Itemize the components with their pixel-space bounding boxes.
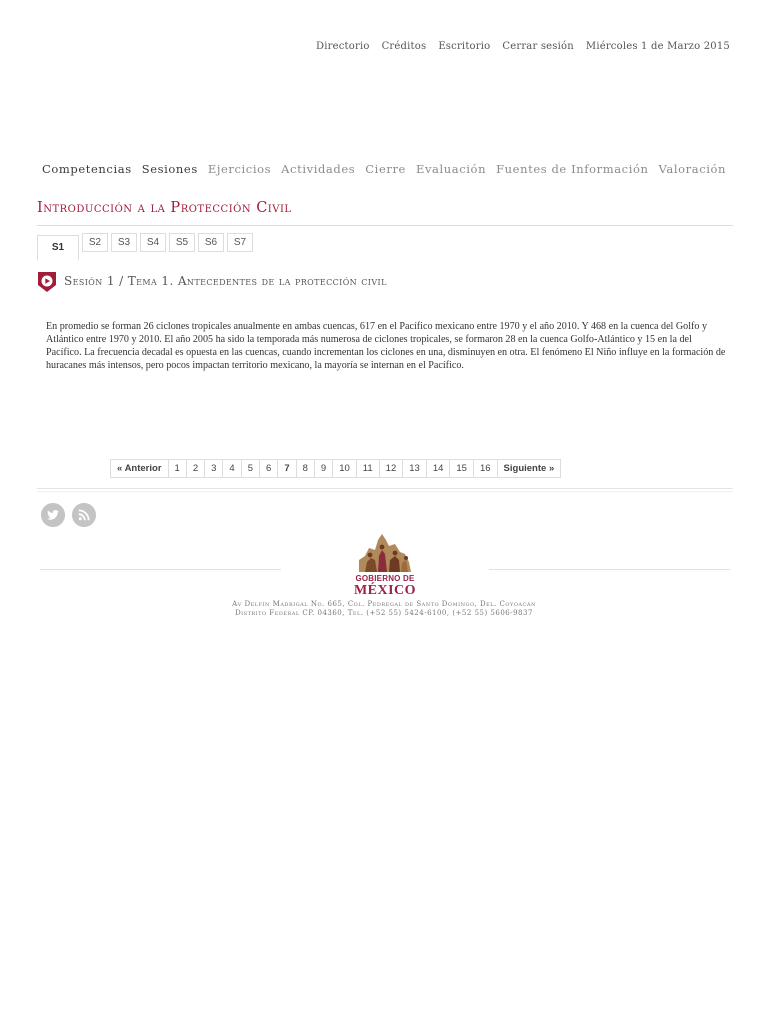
rss-icon[interactable] [72, 503, 96, 527]
nav-ejercicios[interactable]: Ejercicios [207, 162, 272, 176]
footer-address-line2: Distrito Federal CP. 04360, Tel. (+52 55) 5424-6100, (+52 55) 5606-9837 [235, 609, 533, 617]
pagination [110, 459, 561, 478]
page-link[interactable]: 13 [402, 459, 427, 478]
page-link[interactable]: 3 [204, 459, 223, 478]
page-link[interactable]: 15 [449, 459, 474, 478]
directorio-link[interactable]: Directorio [316, 41, 370, 52]
nav-sesiones[interactable]: Sesiones [141, 162, 198, 176]
footer-divider-shadow [37, 491, 733, 492]
top-utility-nav [316, 41, 730, 52]
session-tabs [37, 233, 253, 261]
nav-actividades[interactable]: Actividades [281, 162, 356, 176]
current-page[interactable]: 7 [277, 459, 296, 478]
logo-figures-icon [345, 530, 425, 574]
page-link[interactable]: 14 [426, 459, 451, 478]
escritorio-link[interactable]: Escritorio [438, 41, 491, 52]
tab-s6[interactable]: S6 [198, 233, 224, 252]
gobierno-de-mexico-logo [345, 530, 425, 600]
tab-s4[interactable]: S4 [140, 233, 166, 252]
page-link[interactable]: 2 [186, 459, 205, 478]
session-body-text: En promedio se forman 26 ciclones tropicales anualmente en ambas cuencas, 617 en el Pacífico mexicano entre 1970 y el año 2010. Y 468 en la cuenca del Golfo y Atlántico entre 1970 y 2010. El año 2005 ha sido la temporada más numerosa de ciclones tropicales, se formaron 28 en la cuenca Golfo-Atlántico y 15 en la del Pacífico. La frecuencia decadal es opuesta en las cuencas, cuando incrementan los ciclones en una, disminuyen en otra. El fenómeno El Niño influye en la formación de huracanes más intensos, pero pocos impactan territorio mexicano, la mayoría se internan en el Pacífico. [46, 321, 726, 371]
nav-fuentes[interactable]: Fuentes de Información [496, 162, 649, 176]
page-link[interactable]: 5 [241, 459, 260, 478]
footer-address-line1: Av Delfín Madrigal No. 665, Col. Pedregal de Santo Domingo, Del. Coyoacán [232, 600, 536, 608]
creditos-link[interactable]: Créditos [381, 41, 427, 52]
page-link[interactable]: 12 [379, 459, 404, 478]
logo-text-line2: MÉXICO [353, 583, 417, 598]
current-date: Miércoles 1 de Marzo 2015 [585, 41, 730, 52]
footer-line-right [489, 569, 730, 570]
page-link[interactable]: 1 [168, 459, 187, 478]
logo-text-line1: GOBIERNO DE [355, 574, 415, 583]
page-link[interactable]: 6 [259, 459, 278, 478]
page-link[interactable]: 4 [222, 459, 241, 478]
page-title: Introducción a la Protección Civil [37, 200, 292, 216]
nav-evaluacion[interactable]: Evaluación [415, 162, 487, 176]
twitter-icon[interactable] [41, 503, 65, 527]
nav-valoracion[interactable]: Valoración [658, 162, 727, 176]
tab-s7[interactable]: S7 [227, 233, 253, 252]
play-badge-icon [37, 271, 57, 293]
nav-cierre[interactable]: Cierre [365, 162, 406, 176]
session-title: Sesión 1 / Tema 1. Antecedentes de la protección civil [64, 274, 387, 288]
tab-s5[interactable]: S5 [169, 233, 195, 252]
tab-s1[interactable]: S1 [37, 235, 79, 261]
page-link[interactable]: 10 [332, 459, 357, 478]
main-nav [42, 162, 726, 176]
nav-competencias[interactable]: Competencias [42, 162, 132, 176]
footer-divider [37, 488, 733, 489]
prev-page-button[interactable]: « Anterior [110, 459, 169, 478]
tab-s3[interactable]: S3 [111, 233, 137, 252]
logout-link[interactable]: Cerrar sesión [502, 41, 574, 52]
page-link[interactable]: 11 [356, 459, 380, 478]
footer-line-left [40, 569, 281, 570]
title-divider [37, 225, 733, 226]
page-link[interactable]: 16 [473, 459, 498, 478]
page-link[interactable]: 9 [314, 459, 333, 478]
tab-s2[interactable]: S2 [82, 233, 108, 252]
next-page-button[interactable]: Siguiente » [497, 459, 562, 478]
page-link[interactable]: 8 [296, 459, 315, 478]
